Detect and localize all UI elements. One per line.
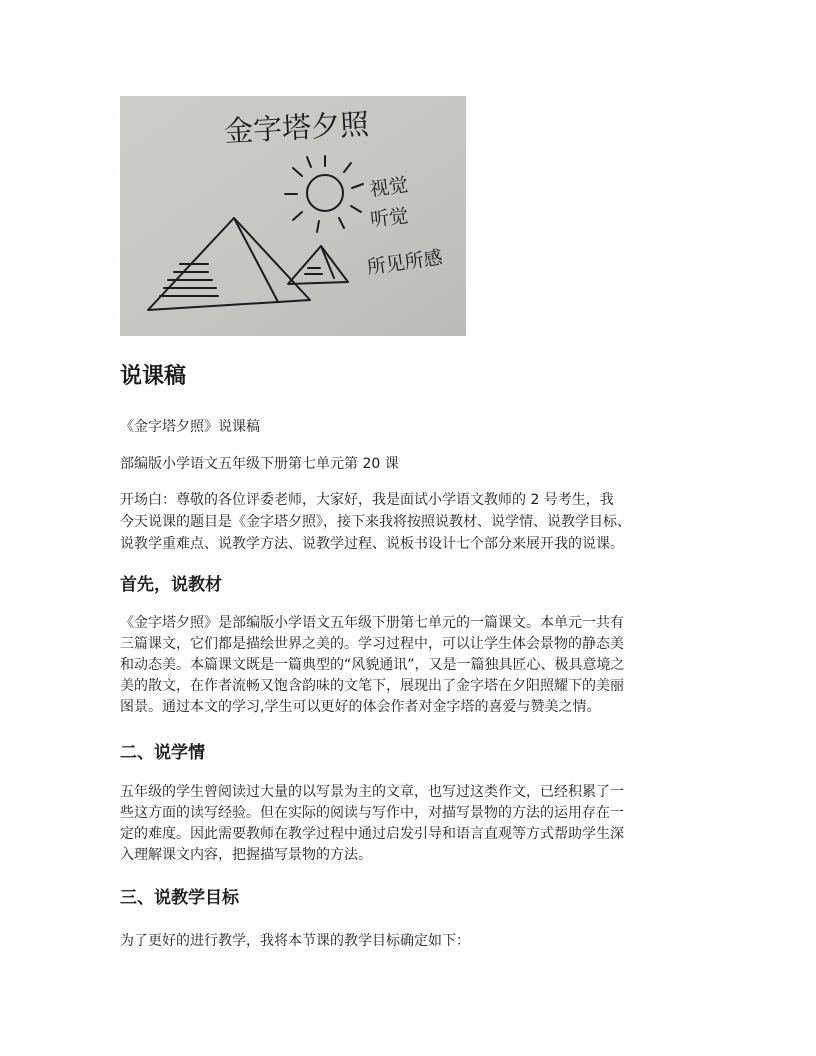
paragraph-line: 定的难度。因此需要教师在教学过程中通过启发引导和语言直观等方式帮助学生深 bbox=[120, 826, 624, 842]
paragraph-line: 些这方面的读写经验。但在实际的阅读与写作中，对描写景物的方法的运用存在一 bbox=[120, 805, 624, 821]
paragraph-line: 三篇课文，它们都是描绘世界之美的。学习过程中，可以让学生体会景物的静态美 bbox=[120, 636, 624, 652]
opening-line: 今天说课的题目是《金字塔夕照》，接下来我将按照说教材、说学情、说教学目标、 bbox=[120, 514, 631, 530]
section-heading-objectives: 三、说教学目标 bbox=[120, 888, 239, 908]
section-heading-textbook: 首先，说教材 bbox=[120, 575, 222, 595]
opening-line: 开场白：尊敬的各位评委老师，大家好，我是面试小学语文教师的 2 号考生，我 bbox=[120, 492, 614, 508]
section-paragraph-objectives bbox=[120, 930, 704, 952]
section-heading-students: 二、说学情 bbox=[120, 743, 205, 763]
paragraph-line: 图景。通过本文的学习,学生可以更好的体会作者对金字塔的喜爱与赞美之情。 bbox=[120, 699, 601, 715]
document-title: 说课稿 bbox=[120, 364, 187, 389]
paragraph-line: 《金字塔夕照》是部编版小学语文五年级下册第七单元的一篇课文。本单元一共有 bbox=[120, 615, 624, 631]
handwritten-title: 金字塔夕照 bbox=[223, 106, 370, 149]
opening-line: 说教学重难点、说教学方法、说教学过程、说板书设计七个部分来展开我的说课。 bbox=[120, 536, 624, 552]
handwritten-note-1: 视觉 bbox=[368, 173, 410, 201]
opening-paragraph bbox=[120, 489, 704, 555]
paragraph-line: 五年级的学生曾阅读过大量的以写景为主的文章，也写过这类作文，已经积累了一 bbox=[120, 784, 624, 800]
handwritten-note-2: 听觉 bbox=[369, 205, 410, 231]
section-paragraph-textbook bbox=[120, 613, 704, 718]
subtitle: 《金字塔夕照》说课稿 bbox=[120, 419, 260, 435]
paragraph-line: 和动态美。本篇课文既是一篇典型的“风貌通讯”，又是一篇独具匠心、极具意境之 bbox=[120, 657, 625, 673]
course-info: 部编版小学语文五年级下册第七单元第 20 课 bbox=[120, 456, 399, 472]
paragraph-line: 美的散文，在作者流畅又饱含韵味的文笔下，展现出了金字塔在夕阳照耀下的美丽 bbox=[120, 678, 624, 694]
section-paragraph-students bbox=[120, 782, 704, 866]
paragraph-line: 为了更好的进行教学，我将本节课的教学目标确定如下： bbox=[120, 933, 470, 949]
blackboard-sketch-photo bbox=[120, 96, 466, 336]
handwritten-note-3: 所见所感 bbox=[365, 246, 444, 279]
paragraph-line: 入理解课文内容，把握描写景物的方法。 bbox=[120, 847, 372, 863]
